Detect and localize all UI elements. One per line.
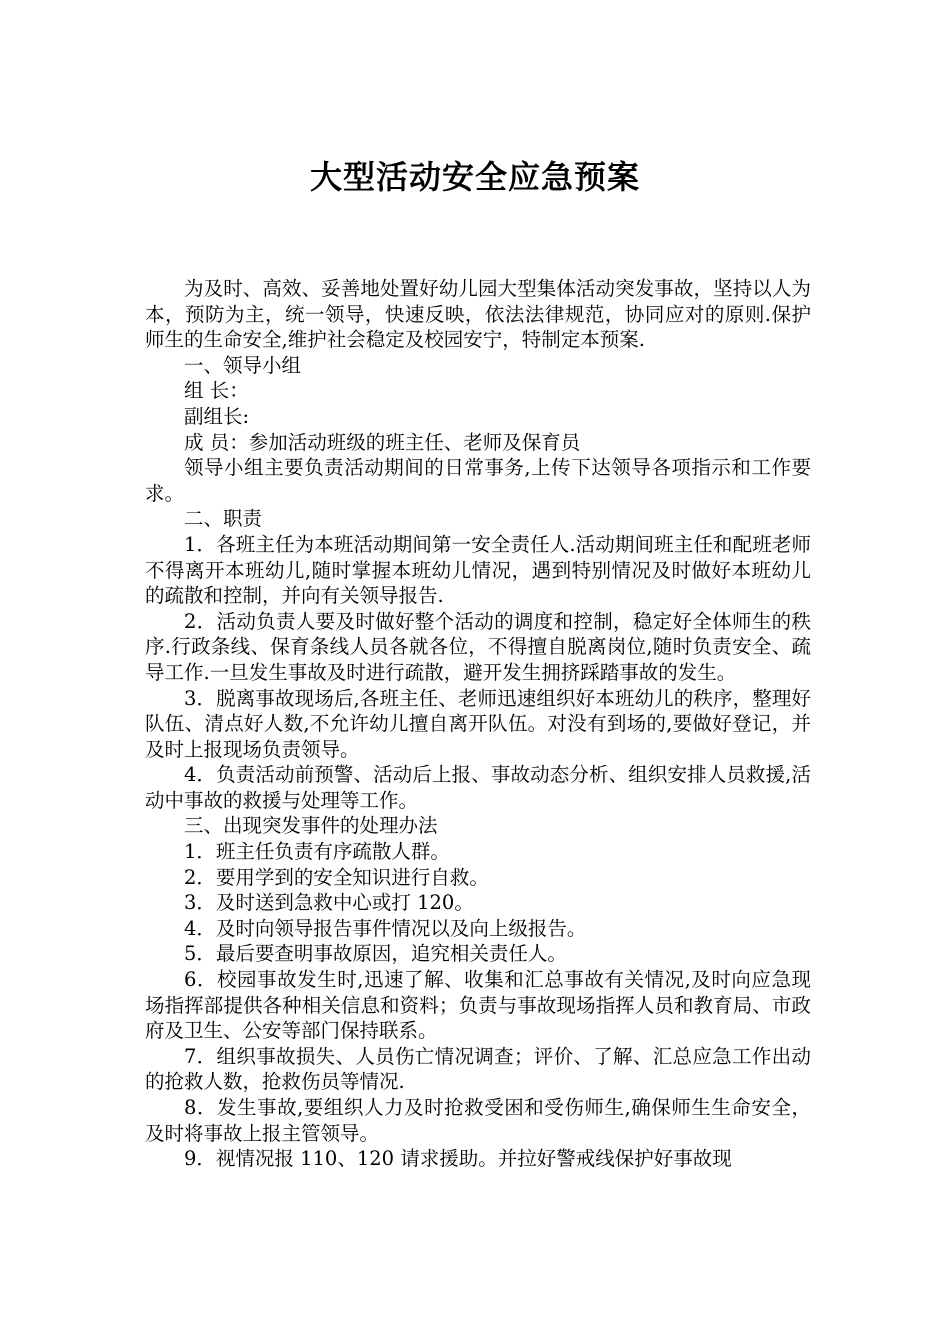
handling-item-7: 7．组织事故损失、人员伤亡情况调查；评价、了解、汇总应急工作出动的抢救人数，抢救伤员等情况. [145, 1044, 811, 1094]
line-members: 成 员：参加活动班级的班主任、老师及保育员 [184, 430, 581, 454]
handling-item-6: 6．校园事故发生时,迅速了解、收集和汇总事故有关情况,及时向应急现场指挥部提供各种相关信息和资料；负责与事故现场指挥人员和教育局、市政府及卫生、公安等部门保持联系。 [145, 968, 811, 1043]
responsibility-item-1: 1．各班主任为本班活动期间第一安全责任人.活动期间班主任和配班老师不得离开本班幼儿,随时掌握本班幼儿情况，遇到特别情况及时做好本班幼儿的疏散和控制，并向有关领导报告. [145, 532, 811, 608]
paragraph-intro: 为及时、高效、妥善地处置好幼儿园大型集体活动突发事故，坚持以人为本，预防为主，统一领导，快速反映，依法法律规范，协同应对的原则.保护师生的生命安全,维护社会稳定及校园安宁，特制定本预案. [145, 277, 811, 352]
heading-leadership-group: 一、领导小组 [184, 353, 302, 377]
handling-item-1: 1．班主任负责有序疏散人群。 [184, 840, 450, 864]
line-group-leader: 组 长： [184, 379, 249, 403]
handling-item-5: 5．最后要查明事故原因，追究相关责任人。 [184, 942, 567, 966]
heading-emergency-handling: 三、出现突发事件的处理办法 [184, 814, 438, 838]
handling-item-8: 8．发生事故,要组织人力及时抢救受困和受伤师生,确保师生生命安全，及时将事故上报主管领导。 [145, 1096, 811, 1145]
heading-responsibilities: 二、职责 [184, 507, 263, 531]
handling-item-3: 3．及时送到急救中心或打 120。 [184, 891, 474, 915]
handling-item-2: 2．要用学到的安全知识进行自救。 [184, 865, 489, 889]
handling-item-4: 4．及时向领导报告事件情况以及向上级报告。 [184, 916, 587, 940]
responsibility-item-3: 3．脱离事故现场后,各班主任、老师迅速组织好本班幼儿的秩序，整理好队伍、清点好人数,不允许幼儿擅自离开队伍。对没有到场的,要做好登记，并及时上报现场负责领导。 [145, 686, 811, 761]
handling-item-9: 9．视情况报 110、120 请求援助。并拉好警戒线保护好事故现 [184, 1147, 732, 1171]
responsibility-item-2: 2．活动负责人要及时做好整个活动的调度和控制，稳定好全体师生的秩序.行政条线、保育条线人员各就各位，不得擅自脱离岗位,随时负责安全、疏导工作.一旦发生事故及时进行疏散，避开发生拥挤踩踏事故的发生。 [145, 609, 811, 684]
line-deputy-leader: 副组长: [184, 404, 250, 428]
document-body [145, 276, 811, 1172]
responsibility-item-4: 4．负责活动前预警、活动后上报、事故动态分析、组织安排人员救援,活动中事故的救援与处理等工作。 [145, 763, 811, 812]
document-title: 大型活动安全应急预案 [309, 158, 640, 196]
paragraph-group-duties: 领导小组主要负责活动期间的日常事务,上传下达领导各项指示和工作要求。 [145, 456, 811, 505]
